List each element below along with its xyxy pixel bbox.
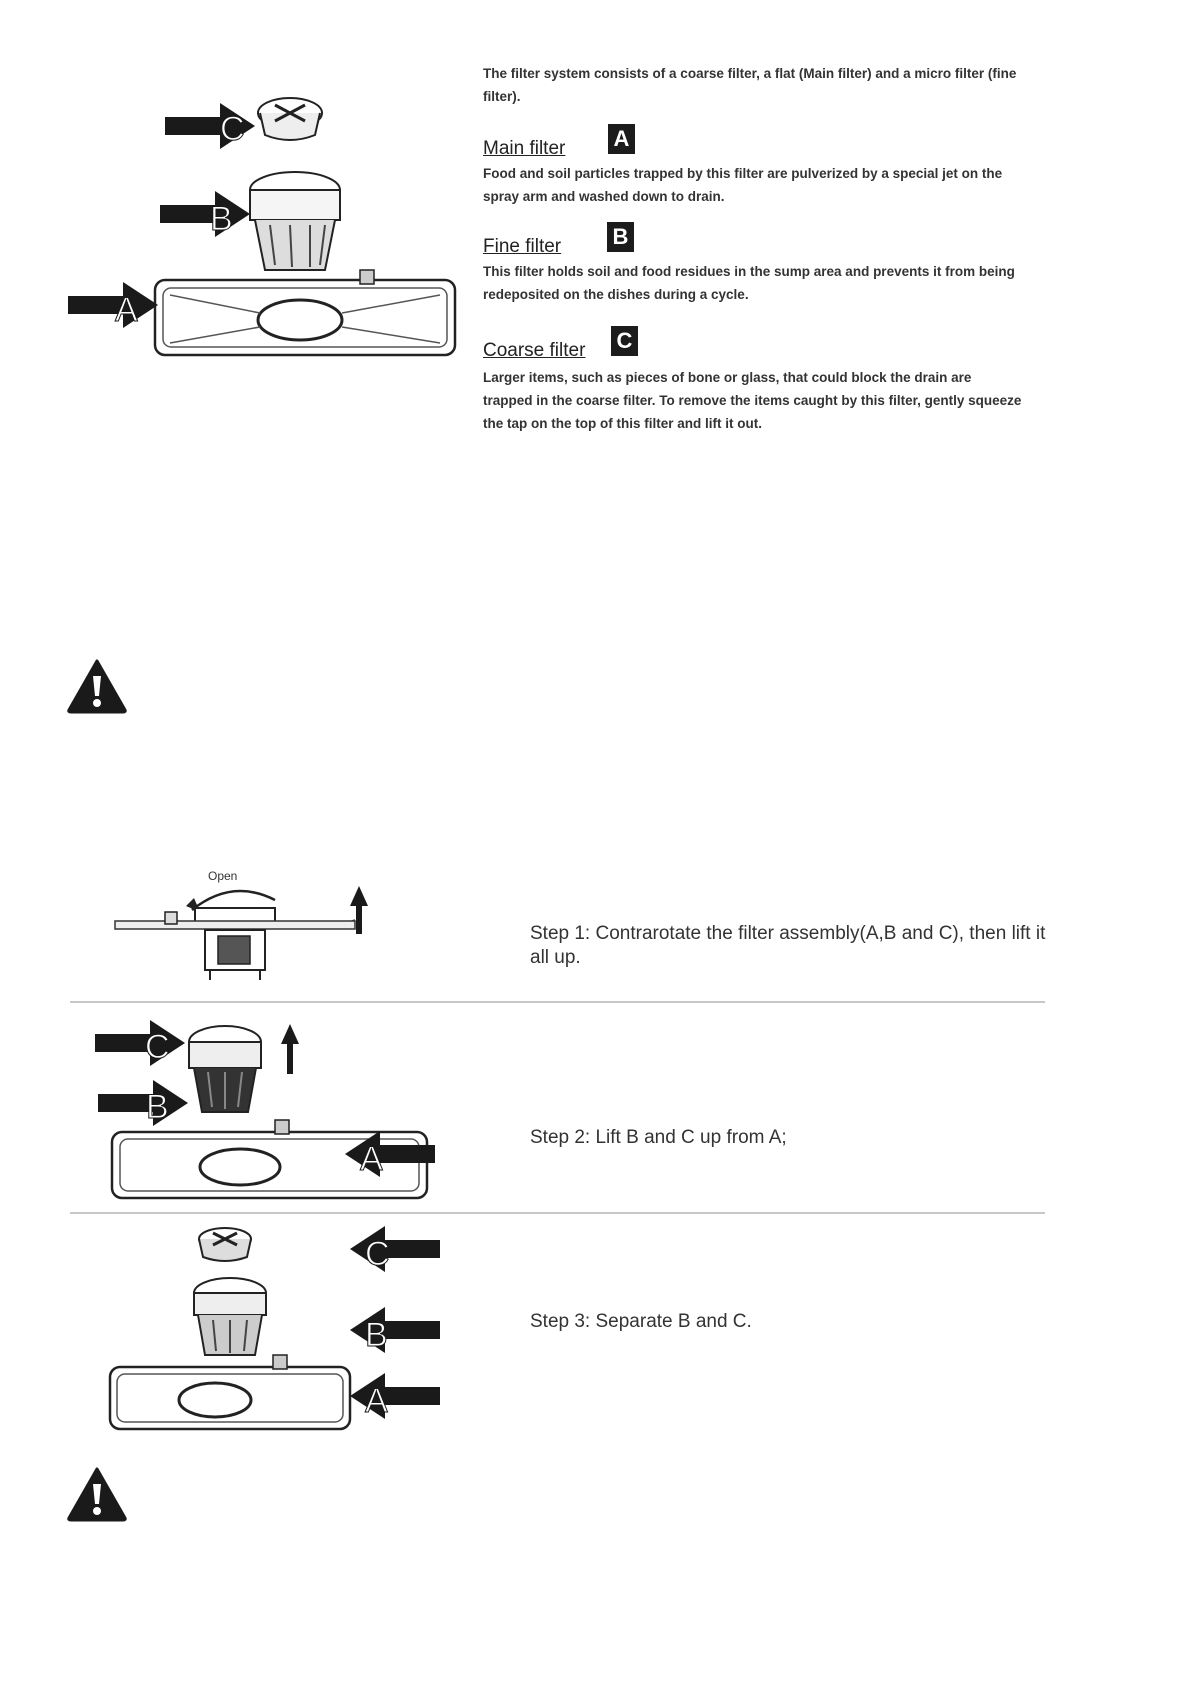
label-arrow-c: [95, 1020, 185, 1066]
svg-text:B: B: [146, 1088, 169, 1126]
label-arrow-a-step2: [340, 1130, 440, 1180]
intro-text: The filter system consists of a coarse filter, a flat (Main filter) and a micro filter (fine filter).: [483, 66, 1017, 104]
step2-text: Step 2: Lift B and C up from A;: [530, 1127, 787, 1148]
label-arrow-c: [165, 103, 255, 149]
up-arrow-icon: [281, 1024, 299, 1074]
filter-system-diagram: [60, 85, 460, 375]
label-arrow-b: [98, 1080, 188, 1126]
svg-text:A: A: [115, 291, 138, 329]
main-filter-heading: Main filter: [483, 138, 566, 159]
svg-text:A: A: [360, 1140, 383, 1178]
coarse-filter-illustration: [258, 98, 322, 140]
svg-text:A: A: [365, 1382, 388, 1420]
warning-icon: [66, 1466, 128, 1522]
step-divider-1: [70, 1001, 1045, 1003]
label-arrow-c-step3: [345, 1225, 445, 1275]
step1-diagram: [110, 868, 390, 988]
coarse-filter-description: Larger items, such as pieces of bone or glass, that could block the drain are trapped in the coarse filter. To remove the items caught by this filter, gently squeeze the tap on the top of this filter and lift it out.: [483, 370, 1022, 431]
svg-text:B: B: [365, 1316, 388, 1354]
label-arrow-b-step3: [345, 1306, 445, 1356]
label-arrow-b: [160, 191, 250, 238]
coarse-filter-heading: Coarse filter: [483, 340, 586, 361]
svg-text:C: C: [145, 1028, 170, 1066]
svg-text:B: B: [210, 200, 233, 238]
coarse-filter-letter-badge: C: [611, 326, 638, 356]
svg-text:C: C: [220, 110, 245, 148]
fine-filter-illustration: [250, 172, 340, 270]
step1-text: Step 1: Contrarotate the filter assembly(A,B and C), then lift it all up.: [530, 923, 1046, 968]
main-filter-description: Food and soil particles trapped by this filter are pulverized by a special jet on the spray arm and washed down to drain.: [483, 166, 1003, 204]
svg-text:Open: Open: [208, 869, 238, 883]
fine-filter-heading: Fine filter: [483, 236, 562, 257]
main-filter-letter-badge: A: [608, 124, 635, 154]
fine-filter-letter-badge: B: [607, 222, 634, 252]
step3-diagram: [105, 1225, 365, 1435]
label-arrow-a-step3: [345, 1372, 445, 1422]
main-filter-illustration: [155, 270, 455, 355]
warning-icon: [66, 658, 128, 714]
svg-text:C: C: [365, 1235, 390, 1273]
fine-filter-description: This filter holds soil and food residues in the sump area and prevents it from being redeposited on the dishes during a cycle.: [483, 264, 1015, 302]
step3-text: Step 3: Separate B and C.: [530, 1311, 752, 1332]
label-arrow-a: [68, 282, 158, 329]
step-divider-2: [70, 1212, 1045, 1214]
